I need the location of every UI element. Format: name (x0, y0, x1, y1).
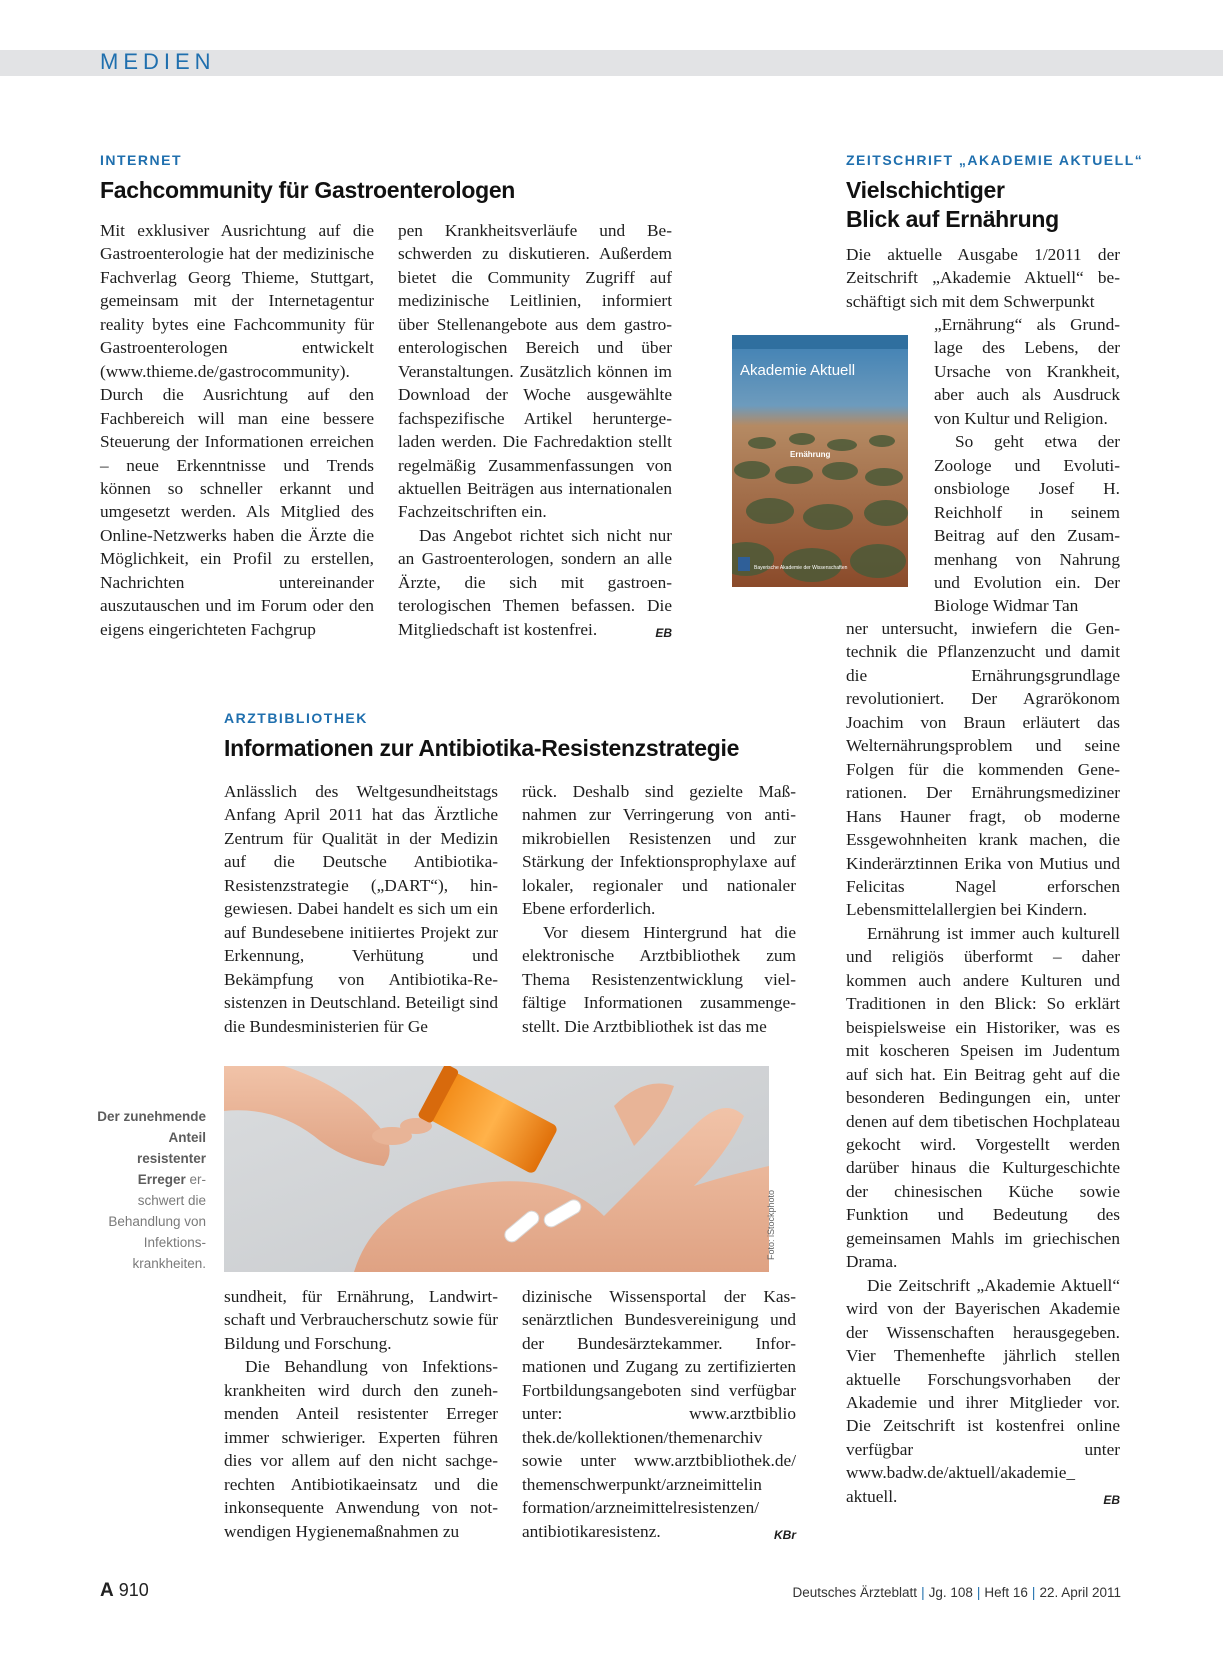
article3-text-bottom (846, 617, 1120, 1512)
publication-info: Deutsches Ärzteblatt | Jg. 108 | Heft 16 | 22. April 2011 (792, 1585, 1121, 1600)
article2-column-3 (224, 1285, 498, 1543)
article2-kicker: ARZTBIBLIOTHEK (224, 710, 368, 726)
article2-column-4 (522, 1285, 796, 1547)
article2-column-1 (224, 780, 498, 1038)
article3-para1: ner untersucht, inwiefern die Gentechnik die Pflanzenzucht und damit die Ernährungsgrundlage revolutioniert. Der Agrarökonom Joachim von Braun erläutert das Welternährungsproblem und seine Folgen für die kommenden Generationen. Der Ernährungsmediziner Hans Hauner fragt, ob moderne Essgewohnheiten krank machen, die Kinderärztinnen Erika von Mutius und Felicitas Nagel erforschen Lebensmittelallergien bei Kindern. (846, 619, 1120, 920)
article3-text-wrap (934, 313, 1120, 618)
article1-kicker: INTERNET (100, 152, 182, 168)
hand-pills-photo (224, 1066, 769, 1272)
article3-title-line2: Blick auf Ernährung (846, 206, 1059, 232)
article1-column-1 (100, 219, 374, 641)
journal-name: Deutsches Ärzteblatt (792, 1585, 918, 1600)
article1-col1-text: Mit exklusiver Ausrichtung auf die Gastroenterologie hat der medizinische Fachverlag Georg Thieme, Stuttgart, gemeinsam mit der Internetagentur reality bytes eine Fachcommunity für Gastroenterologen entwickelt (www.thieme.de/gastrocommunity). Durch die Ausrichtung auf den Fachbereich will man eine bessere Steuerung der Informationen erreichen – neue Erkenntnisse und Trends können so schneller erkannt und umgesetzt werden. Als Mitglied des Online-Netzwerks haben die Ärzte die Möglichkeit, ein Profil zu erstellen, Nachrichten untereinander auszutauschen und im Forum oder den eigens eingerichteten Fachgrup (100, 221, 374, 639)
article2-col2-para2: Vor diesem Hintergrund hat die elektronische Arztbibliothek zum Thema Resistenzentwicklung vielfältige Informationen zusammengestellt. Die Arztbibliothek ist das me (522, 922, 796, 1036)
article1-col2-para2: Das Angebot richtet sich nicht nur an Gastroenterologen, sondern an alle Ärzte, die sich mit gastroenterologischen Themen befassen. Die Mitgliedschaft ist kostenfrei. EB (398, 524, 672, 641)
article2-col3-para2: Die Behandlung von Infektionskrankheiten wird durch den zunehmenden Anteil resistenter Erreger immer schwieriger. Experten führen dies vor allem auf den nicht sachgerechten Antibiotikaeinsatz und die inkonsequente Anwendung von notwendigen Hygienemaßnahmen zu (224, 1357, 498, 1541)
article3-wrap-para1: „Ernährung“ als Grundlage des Lebens, der Ursache von Krankheit, aber auch als Ausdruck von Kultur und Religion. (934, 315, 1120, 428)
article2-title: Informationen zur Antibiotika-Resistenzstrategie (224, 735, 740, 761)
caption-text: erschwert die Behandlung von Infektionskrankheiten. (108, 1172, 206, 1271)
cover-subtitle: Ernährung (790, 450, 831, 459)
article1-title: Fachcommunity für Gastroenterologen (100, 177, 516, 203)
article3-para2: Ernährung ist immer auch kulturell und religiös überformt – daher kommen auch andere Kulturen und Traditionen in den Blick: So erklärt beispielsweise ein Historiker, was es mit koscheren Speisen im Judentum auf sich hat. Ein Beitrag geht auf die besonderen Bedingungen ein, unter denen auf dem tibetischen Hochplateau gekocht wird. Vorgestellt werden darüber hinaus die Kulturgeschichte der chinesischen Küche sowie Funktion und Bedeutung des gemeinsamen Mahls im griechischen Drama. (846, 923, 1120, 1272)
page-number: A 910 (100, 1580, 149, 1601)
article1-column-2 (398, 219, 672, 645)
article3-title-line1: Vielschichtiger (846, 177, 1005, 203)
article2-column-2 (522, 780, 796, 1038)
caption-lead: Der zunehmende Anteil resistenter Erreger (97, 1109, 206, 1187)
journal-volume: Jg. 108 (928, 1585, 973, 1600)
article3-para3: Die Zeitschrift „Akademie Aktuell“ wird von der Bayerischen Akademie der Wissenschaften herausgegeben. Vier Themenhefte jährlich stellen aktuelle Forschungsvorhaben der Akademie und ihrer Mitglieder vor. Die Zeitschrift ist kostenfrei online verfügbar unter www.badw.de/aktuell/akademie_ aktuell. EB (846, 1274, 1120, 1509)
journal-issue: Heft 16 (984, 1585, 1028, 1600)
article2-col4-text: dizinische Wissensportal der Kassenärztlichen Bundesvereinigung und der Bundesärztekammer. Informationen und Zugang zu zertifizierten Fortbildungsangeboten sind verfügbar unter: www.arztbiblio thek.de/kollektionen/themenarchiv sowie unter www.arztbibliothek.de/ themenschwerpunkt/arzneimittelin formation/arzneimittelresistenzen/ antibiotikaresistenz. KBr (522, 1285, 796, 1543)
article3-text-top (846, 243, 1120, 313)
journal-date: 22. April 2011 (1039, 1585, 1121, 1600)
article3-kicker: ZEITSCHRIFT „AKADEMIE AKTUELL“ (846, 152, 1144, 168)
photo-caption (96, 1106, 206, 1274)
section-label: MEDIEN (100, 49, 216, 74)
article3-intro: Die aktuelle Ausgabe 1/2011 der Zeitschrift „Akademie Aktuell“ beschäftigt sich mit dem Schwerpunkt (846, 245, 1120, 311)
article3-wrap-para2: So geht etwa der Zoologe und Evolutionsbiologe Josef H. Reichholf in seinem Beitrag auf den Zusammenhang von Nahrung und Evolution ein. Der Biologe Widmar Tan (934, 432, 1120, 616)
article2-signature: KBr (773, 1527, 796, 1542)
magazine-cover-image (732, 335, 908, 587)
cover-publisher: Bayerische Akademie der Wissenschaften (754, 565, 848, 571)
article2-col3-para1: sundheit, für Ernährung, Landwirtschaft und Verbraucherschutz sowie für Bildung und Forschung. (224, 1287, 498, 1353)
photo-credit: Foto: iStockphoto (766, 1189, 776, 1260)
article2-col1-text: Anlässlich des Weltgesundheitstags Anfang April 2011 hat das Ärztliche Zentrum für Qualität in der Medizin auf die Deutsche Antibiotika-Resistenzstrategie („DART“), hingewiesen. Dabei handelt es sich um ein auf Bundesebene initiiertes Projekt zur Erkennung, Verhütung und Bekämpfung von Antibiotika-Resistenzen in Deutschland. Beteiligt sind die Bundesministerien für Ge (224, 782, 498, 1036)
article3-title (846, 176, 1059, 234)
article1-col2-para1: pen Krankheitsverläufe und Beschwerden zu diskutieren. Außerdem bietet die Community Zugriff auf medizinische Leitlinien, informiert über Stellenangebote aus dem gastroenterologischen Bereich und über Veranstaltungen. Zusätzlich können im Download der Woche ausgewählte fachspezifische Artikel heruntergeladen werden. Die Fachredaktion stellt regelmäßig Zusammenfassungen von aktuellen Beiträgen aus internationalen Fachzeitschriften ein. (398, 221, 672, 522)
article3-signature: EB (1103, 1492, 1120, 1507)
cover-masthead: Akademie Aktuell (740, 362, 856, 379)
article1-signature: EB (655, 625, 672, 640)
article2-col2-para1: rück. Deshalb sind gezielte Maßnahmen zur Verringerung von antimikrobiellen Resistenzen und zur Stärkung der Infektionsprophylaxe auf lokaler, regionaler und nationaler Ebene erforderlich. (522, 782, 796, 919)
